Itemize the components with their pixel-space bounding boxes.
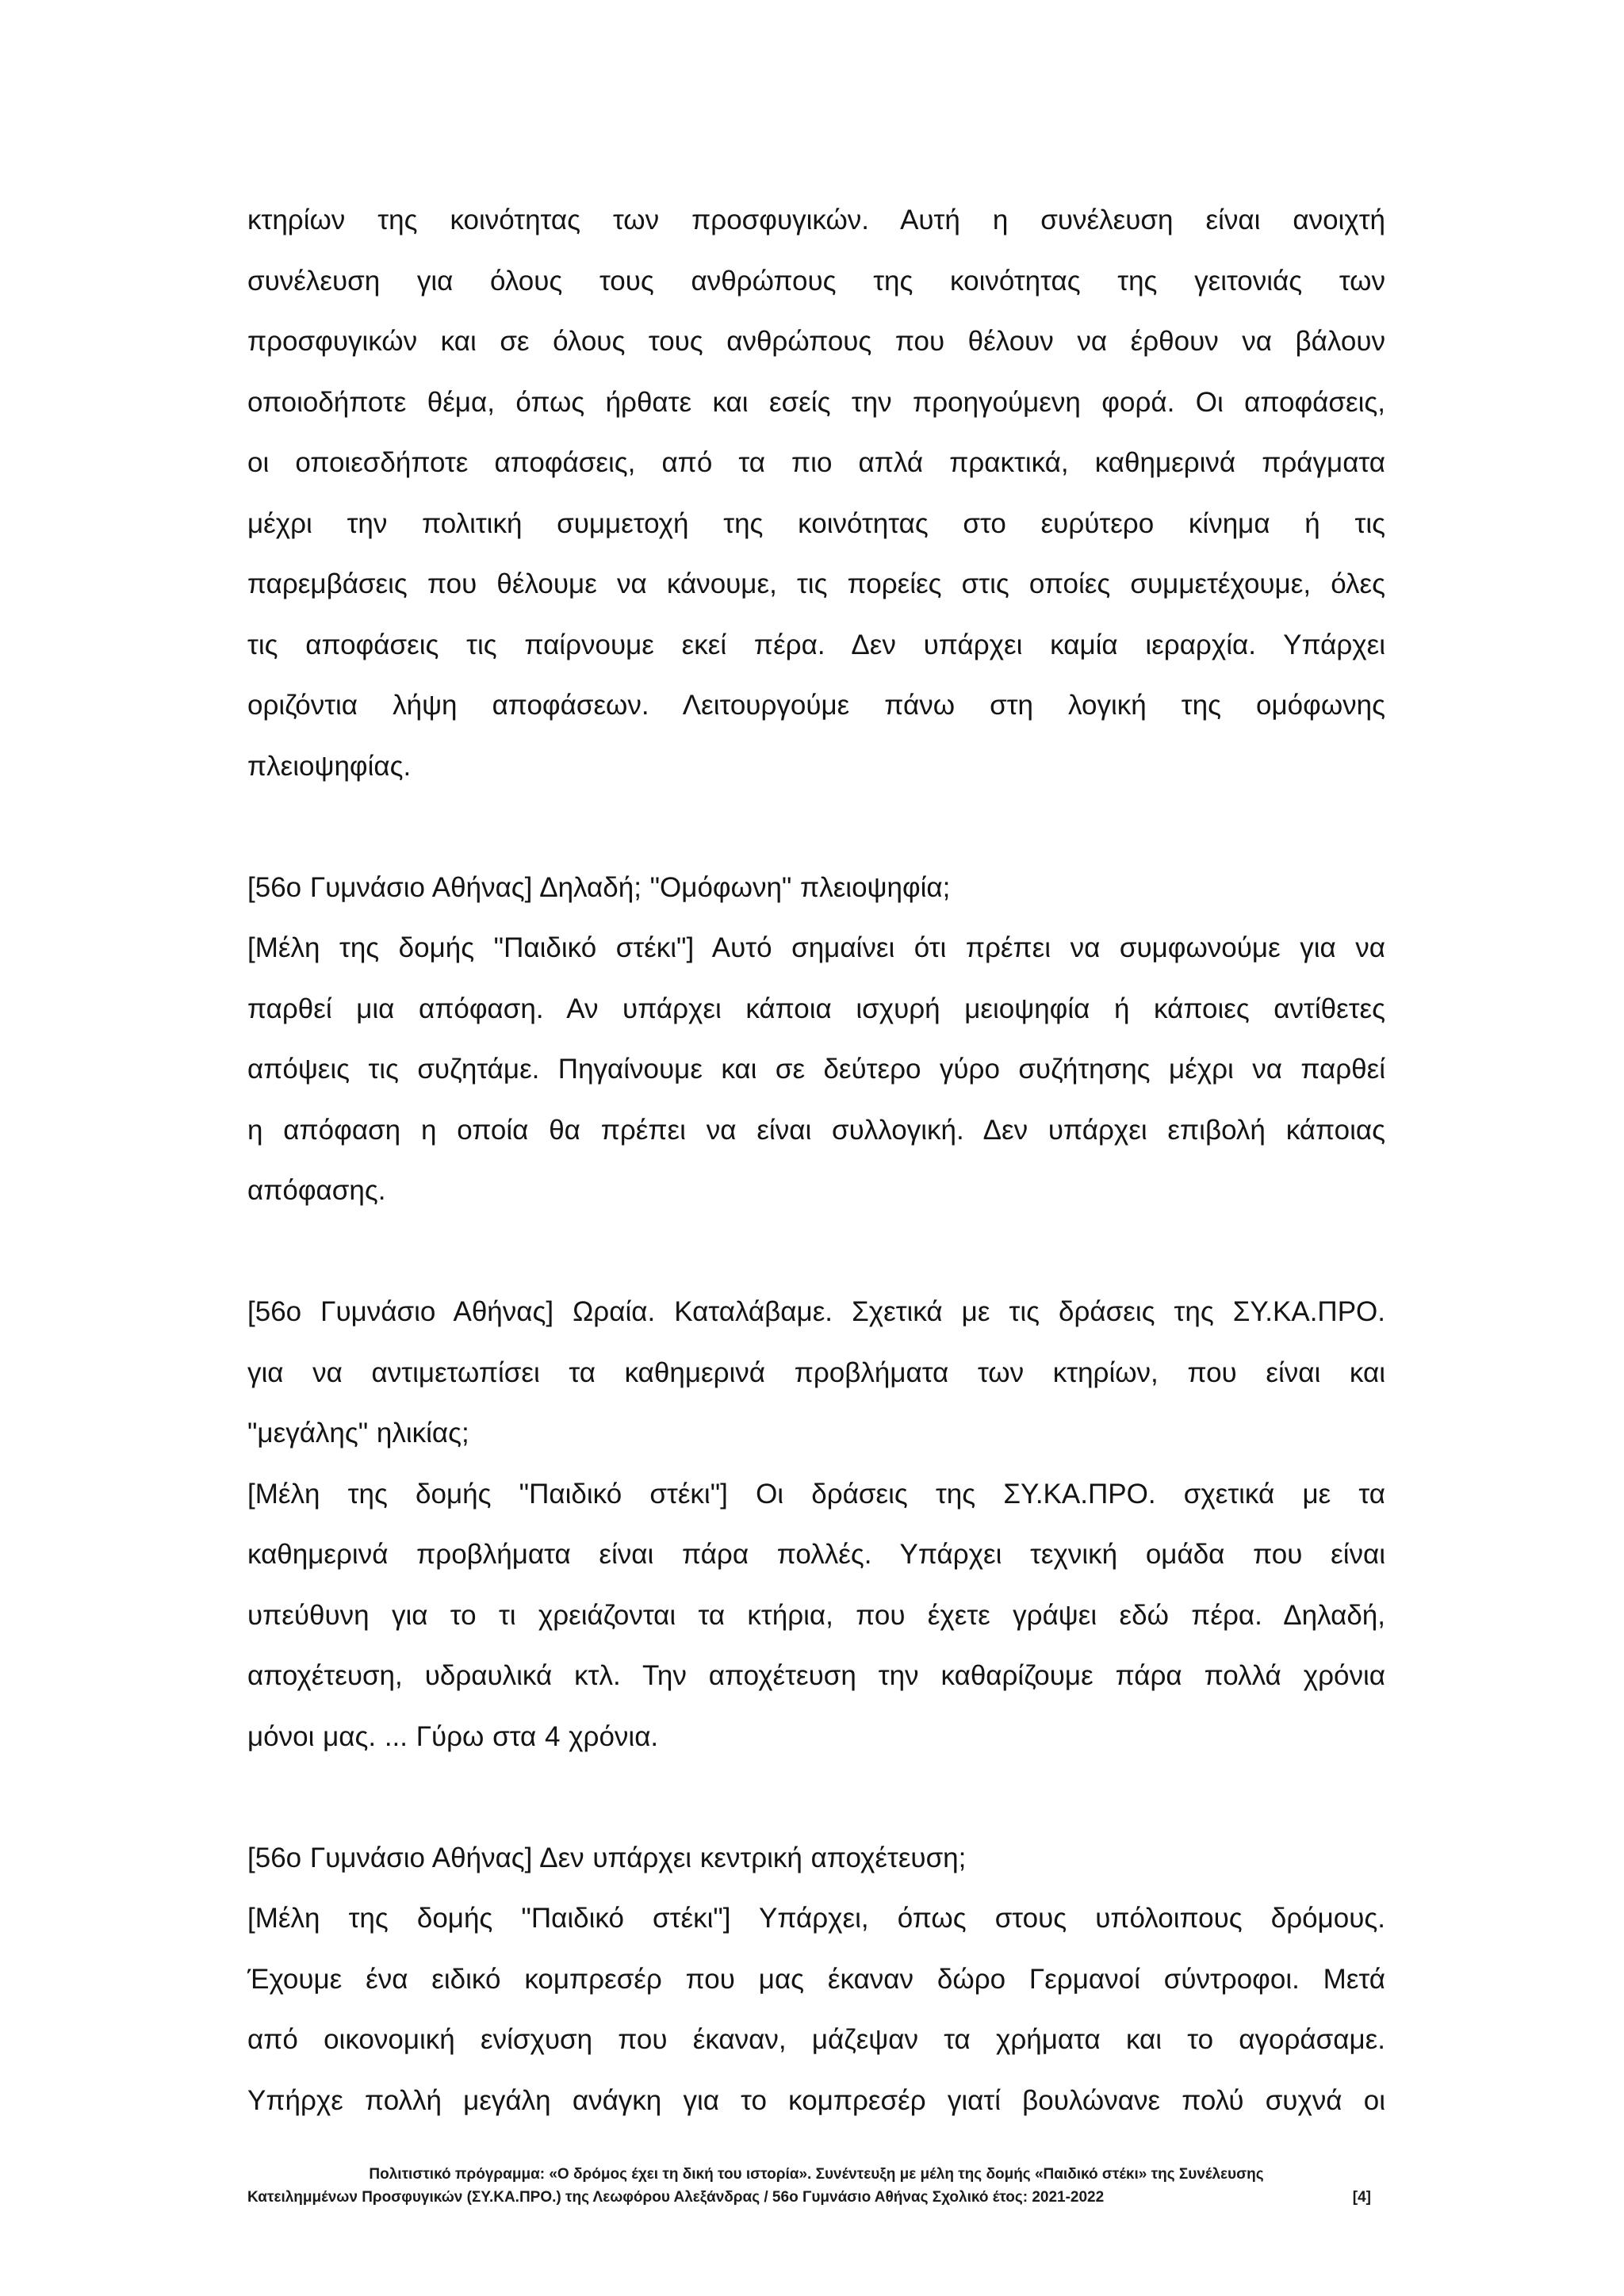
text-line: κτηρίων της κοινότητας των προσφυγικών. Αυτή η συνέλευση είναι ανοιχτή [247,205,1385,235]
question-line: [56ο Γυμνάσιο Αθήνας] Ωραία. Καταλάβαμε. Σχετικά με τις δράσεις της ΣΥ.ΚΑ.ΠΡΟ. [247,1296,1385,1327]
text-line: η απόφαση η οποία θα πρέπει να είναι συλλογική. Δεν υπάρχει επιβολή κάποιας [247,1114,1385,1146]
text-line: παρεμβάσεις που θέλουμε να κάνουμε, τις πορείες στις οποίες συμμετέχουμε, όλες [247,568,1385,599]
paragraph-gap [247,1222,1385,1283]
question-line: [56ο Γυμνάσιο Αθήνας] Δηλαδή; "Ομόφωνη" πλειοψηφία; [247,871,951,903]
text-line: τις αποφάσεις τις παίρνουμε εκεί πέρα. Δεν υπάρχει καμία ιεραρχία. Υπάρχει [247,629,1385,660]
text-line: [Μέλη της δομής "Παιδικό στέκι"] Οι δράσεις της ΣΥ.ΚΑ.ΠΡΟ. σχετικά με τα [247,1478,1385,1510]
footer-line-2-row [247,2186,1385,2209]
text-line: από οικονομική ενίσχυση που έκαναν, μάζεψαν τα χρήματα και το αγοράσαμε. [247,2024,1385,2055]
text-line: για να αντιμετωπίσει τα καθημερινά προβλήματα των κτηρίων, που είναι και [247,1357,1385,1388]
footer-line-1: Πολιτιστικό πρόγραμμα: «Ο δρόμος έχει τη δική του ιστορία». Συνέντευξη με μέλη της δομής «Παιδικό στέκι» της Συνέλευσης [369,2166,1264,2183]
text-line: [Μέλη της δομής "Παιδικό στέκι"] Αυτό σημαίνει ότι πρέπει να συμφωνούμε για να [247,932,1385,963]
text-line: υπεύθυνη για το τι χρειάζονται τα κτήρια, που έχετε γράψει εδώ πέρα. Δηλαδή, [247,1599,1385,1631]
paragraph-3 [247,1282,1385,1767]
paragraph-4 [247,1828,1385,2132]
paragraph-1 [247,190,1385,797]
text-line: παρθεί μια απόφαση. Αν υπάρχει κάποια ισχυρή μειοψηφία ή κάποιες αντίθετες [247,993,1385,1024]
question-line: [56ο Γυμνάσιο Αθήνας] Δεν υπάρχει κεντρική αποχέτευση; [247,1842,967,1873]
text-line: μόνοι μας. ... Γύρω στα 4 χρόνια. [247,1720,659,1752]
footer-line-2: Κατειλημμένων Προσφυγικών (ΣΥ.ΚΑ.ΠΡΟ.) της Λεωφόρου Αλεξάνδρας / 56ο Γυμνάσιο Αθήνας Σχολικό έτος: 2021-2022 [247,2189,1105,2206]
page-body [247,190,1385,2131]
text-line: απόψεις τις συζητάμε. Πηγαίνουμε και σε δεύτερο γύρο συζήτησης μέχρι να παρθεί [247,1054,1385,1085]
text-line: οποιοδήποτε θέμα, όπως ήρθατε και εσείς την προηγούμενη φορά. Οι αποφάσεις, [247,386,1385,418]
text-line: πλειοψηφίας. [247,750,412,782]
text-line: καθημερινά προβλήματα είναι πάρα πολλές. Υπάρχει τεχνική ομάδα που είναι [247,1539,1385,1570]
paragraph-2 [247,858,1385,1222]
text-line: Υπήρχε πολλή μεγάλη ανάγκη για το κομπρεσέρ γιατί βουλώνανε πολύ συχνά οι [247,2084,1385,2116]
paragraph-gap [247,797,1385,858]
text-line: αποχέτευση, υδραυλικά κτλ. Την αποχέτευση την καθαρίζουμε πάρα πολλά χρόνια [247,1660,1385,1691]
paragraph-gap [247,1767,1385,1828]
text-line: συνέλευση για όλους τους ανθρώπους της κοινότητας της γειτονιάς των [247,265,1385,297]
page-footer [247,2163,1385,2209]
text-line: απόφασης. [247,1175,386,1206]
text-line: Έχουμε ένα ειδικό κομπρεσέρ που μας έκαναν δώρο Γερμανοί σύντροφοι. Μετά [247,1963,1385,1995]
text-line: "μεγάλης" ηλικίας; [247,1418,469,1448]
text-line: οριζόντια λήψη αποφάσεων. Λειτουργούμε πάνω στη λογική της ομόφωνης [247,690,1385,721]
text-line: [Μέλη της δομής "Παιδικό στέκι"] Υπάρχει, όπως στους υπόλοιπους δρόμους. [247,1903,1385,1934]
text-line: προσφυγικών και σε όλους τους ανθρώπους που θέλουν να έρθουν να βάλουν [247,326,1385,357]
text-line: οι οποιεσδήποτε αποφάσεις, από τα πιο απλά πρακτικά, καθημερινά πράγματα [247,447,1385,478]
text-line: μέχρι την πολιτική συμμετοχή της κοινότητας στο ευρύτερο κίνημα ή τις [247,507,1385,539]
page-number: [4] [1352,2189,1371,2206]
